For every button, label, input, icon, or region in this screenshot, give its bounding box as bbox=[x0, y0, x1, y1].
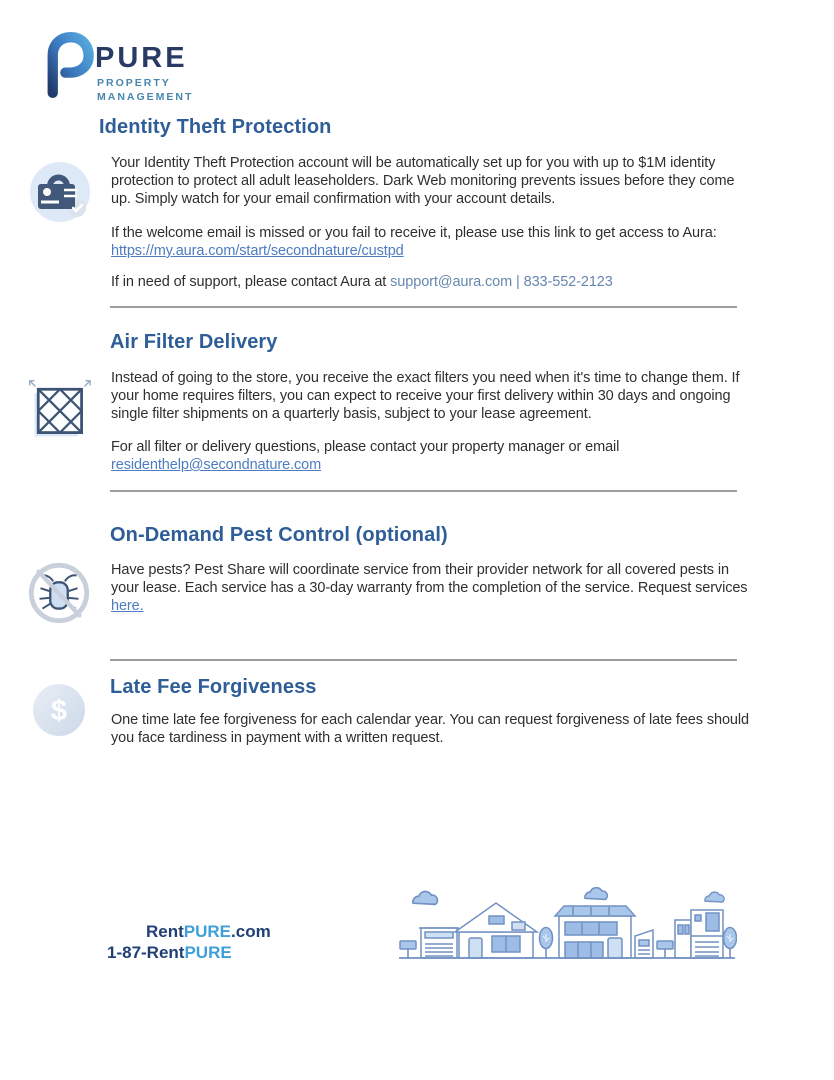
air-filter-paragraph-1 bbox=[111, 369, 753, 423]
brand-subtitle-line1: PROPERTY bbox=[97, 77, 171, 89]
resident-help-email-link[interactable]: residenthelp@secondnature.com bbox=[111, 457, 322, 473]
text: If the welcome email is missed or you fail to receive it, please use this link to get access to Aura: bbox=[111, 225, 717, 241]
cloud bbox=[413, 892, 438, 905]
id-card-lock-icon bbox=[24, 158, 94, 228]
cloud bbox=[705, 892, 724, 902]
text: If in need of support, please contact Aura at bbox=[111, 274, 391, 290]
dollar-coin-icon bbox=[31, 682, 87, 738]
footer-website-accent: PURE bbox=[183, 922, 232, 941]
aura-support-contact: support@aura.com | 833-552-2123 bbox=[390, 274, 613, 290]
section-divider bbox=[110, 490, 737, 492]
yard-sign bbox=[657, 941, 673, 958]
text: For all filter or delivery questions, please contact your property manager or email bbox=[111, 439, 620, 455]
dollar-glyph: $ bbox=[50, 695, 68, 727]
section-heading-air-filter: Air Filter Delivery bbox=[110, 331, 278, 353]
identity-paragraph-3 bbox=[111, 273, 753, 291]
cloud bbox=[585, 888, 607, 900]
aura-access-link[interactable]: https://my.aura.com/start/secondnature/custpd bbox=[111, 243, 404, 259]
section-heading-identity-theft: Identity Theft Protection bbox=[99, 116, 332, 138]
text: Instead of going to the store, you receive the exact filters you need when it's time to change them. If your home requires filters, you can expect to receive your first delivery within 30 days and ongoing single filter shipments on a quarterly basis, subject to your lease agreement. bbox=[111, 370, 740, 422]
section-divider bbox=[110, 306, 737, 308]
text: One time late fee forgiveness for each calendar year. You can request forgiveness of late fees should you face tardiness in payment with a written request. bbox=[111, 712, 749, 746]
footer-phone-prefix: 1-87-Rent bbox=[107, 943, 185, 962]
pest-share-here-link[interactable]: here. bbox=[111, 598, 144, 614]
pure-p-mark-icon bbox=[40, 30, 96, 100]
air-filter-paragraph-2 bbox=[111, 438, 753, 474]
text: Your Identity Theft Protection account will be automatically set up for you with up to $1M identity protection to protect all adult leaseholders. Dark Web monitoring prevents issues before they come up. Simply watch for your email confirmation with your account details. bbox=[111, 155, 735, 207]
footer-website bbox=[146, 922, 271, 942]
footer-website-suffix: .com bbox=[231, 922, 271, 941]
yard-sign bbox=[400, 941, 416, 958]
modern-building bbox=[675, 910, 723, 958]
garage-annex bbox=[635, 930, 653, 958]
text: Have pests? Pest Share will coordinate service from their provider network for all covered pests in your lease. Each service has a 30-day warranty from the completion of the service. Request services bbox=[111, 562, 748, 596]
neighborhood-illustration bbox=[397, 886, 737, 966]
pest-control-paragraph-1 bbox=[111, 561, 753, 615]
identity-paragraph-1 bbox=[111, 154, 753, 208]
footer-phone bbox=[107, 943, 232, 963]
section-heading-late-fee: Late Fee Forgiveness bbox=[110, 676, 317, 698]
brand-name: PURE bbox=[95, 42, 188, 74]
tree bbox=[724, 928, 737, 959]
tree bbox=[540, 928, 553, 959]
two-story-house bbox=[555, 906, 635, 958]
footer-website-prefix: Rent bbox=[146, 922, 184, 941]
identity-paragraph-2 bbox=[111, 224, 753, 260]
gable-house bbox=[455, 903, 537, 958]
air-filter-icon bbox=[26, 377, 92, 443]
brand-subtitle-line2: MANAGEMENT bbox=[97, 91, 194, 103]
section-heading-pest-control: On-Demand Pest Control (optional) bbox=[110, 524, 448, 546]
no-pests-icon bbox=[25, 559, 93, 627]
footer-phone-accent: PURE bbox=[184, 943, 232, 962]
section-divider bbox=[110, 659, 737, 661]
late-fee-paragraph-1 bbox=[111, 711, 753, 747]
